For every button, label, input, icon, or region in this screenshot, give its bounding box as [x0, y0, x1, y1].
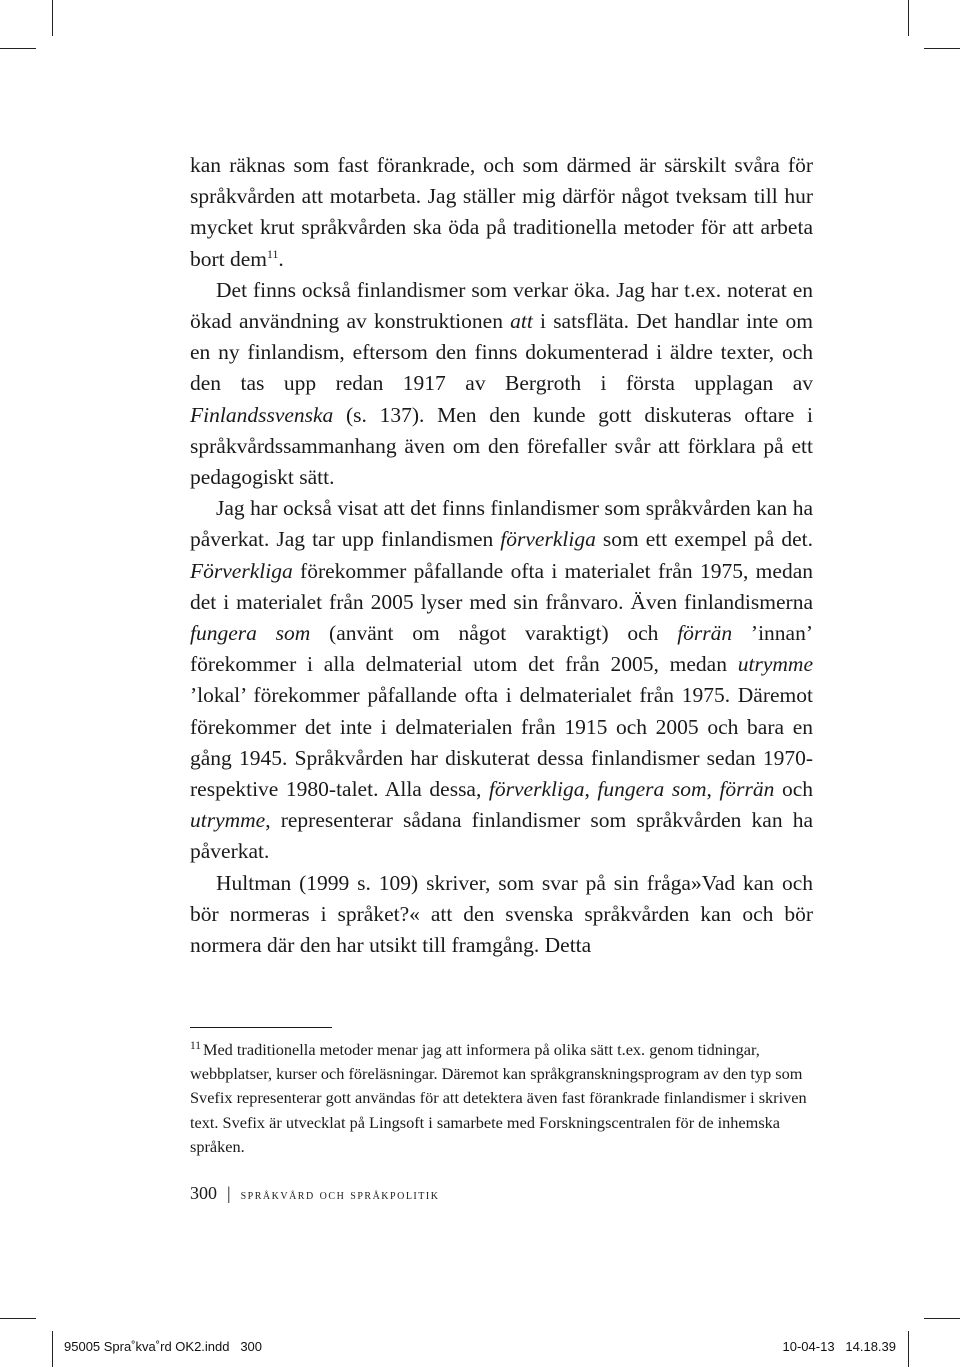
footnote-divider — [190, 1027, 332, 1028]
crop-mark — [0, 1318, 36, 1319]
body-text — [190, 150, 813, 961]
crop-mark — [924, 48, 960, 49]
paragraph-1: kan räknas som fast förankrade, och som därmed är särskilt svåra för språkvården att motarbeta. Jag ställer mig därför något tveksam till hur mycket krut språkvården ska öda på traditionella metoder för att arbeta bort dem$^{11}$. — [190, 153, 813, 271]
crop-mark — [908, 1331, 909, 1367]
footnote — [190, 1038, 813, 1159]
crop-mark — [52, 1331, 53, 1367]
crop-mark — [908, 0, 909, 36]
section-title: språkvård och språkpolitik — [240, 1188, 440, 1203]
footer-separator: | — [227, 1183, 231, 1203]
paragraph-2: Det finns också finlandismer som verkar öka. Jag har t.ex. noterat en ökad användning av konstruktionen att i satsfläta. Det handlar inte om en ny finlandism, eftersom den finns dokumenterad i äldre texter, och den tas upp redan 1917 av Bergroth i första upplagan av Finlandssvenska (s. 137). Men den kunde gott diskuteras oftare i språkvårdssammanhang även om den förefaller svår att förklara på ett pedagogiskt sätt. — [190, 277, 813, 490]
crop-mark — [52, 0, 53, 36]
page-number: 300 — [190, 1183, 217, 1203]
slug-datetime: 10-04-13 14.18.39 — [782, 1339, 896, 1354]
crop-mark — [924, 1318, 960, 1319]
footnote-text: Med traditionella metoder menar jag att informera på olika sätt t.ex. genom tidningar, webbplatser, kurser och föreläsningar. Däremot kan språkgranskningsprogram av den typ som Svefix representerar gott användas för att detektera även fast förankrade finlandismer i skriven text. Svefix är utvecklat på Lingsoft i samarbete med Forskningscentralen för de inhemska språken. — [190, 1040, 807, 1156]
running-footer — [190, 1183, 439, 1204]
paragraph-4: Hultman (1999 s. 109) skriver, som svar på sin fråga»Vad kan och bör normeras i språket?« att den svenska språkvården kan och bör normera där den har utsikt till framgång. Detta — [190, 870, 813, 958]
crop-mark — [0, 48, 36, 49]
paragraph-3: Jag har också visat att det finns finlandismer som språkvården kan ha påverkat. Jag tar upp finlandismen förverkliga som ett exempel på det. Förverkliga förekommer påfallande ofta i materialet från 1975, medan det i materialet från 2005 lyser med sin frånvaro. Även finlandismerna fungera som (använt om något varaktigt) och förrän ’innan’ förekommer i alla delmaterial utom det från 2005, medan utrymme ’lokal’ förekommer påfallande ofta i delmaterialet från 1975. Däremot förekommer det inte i delmaterialen från 1915 och 2005 och bara en gång 1945. Språkvården har diskuterat dessa finlandismer sedan 1970- respektive 1980-talet. Alla dessa, förverkliga, fungera som, förrän och utrymme, representerar sådana finlandismer som språkvården kan ha påverkat. — [190, 496, 814, 864]
slug-filename: 95005 Spra˚kva˚rd OK2.indd 300 — [64, 1339, 263, 1354]
footnote-number: 11 — [190, 1039, 201, 1052]
footnote-reference[interactable]: 11 — [267, 246, 279, 261]
